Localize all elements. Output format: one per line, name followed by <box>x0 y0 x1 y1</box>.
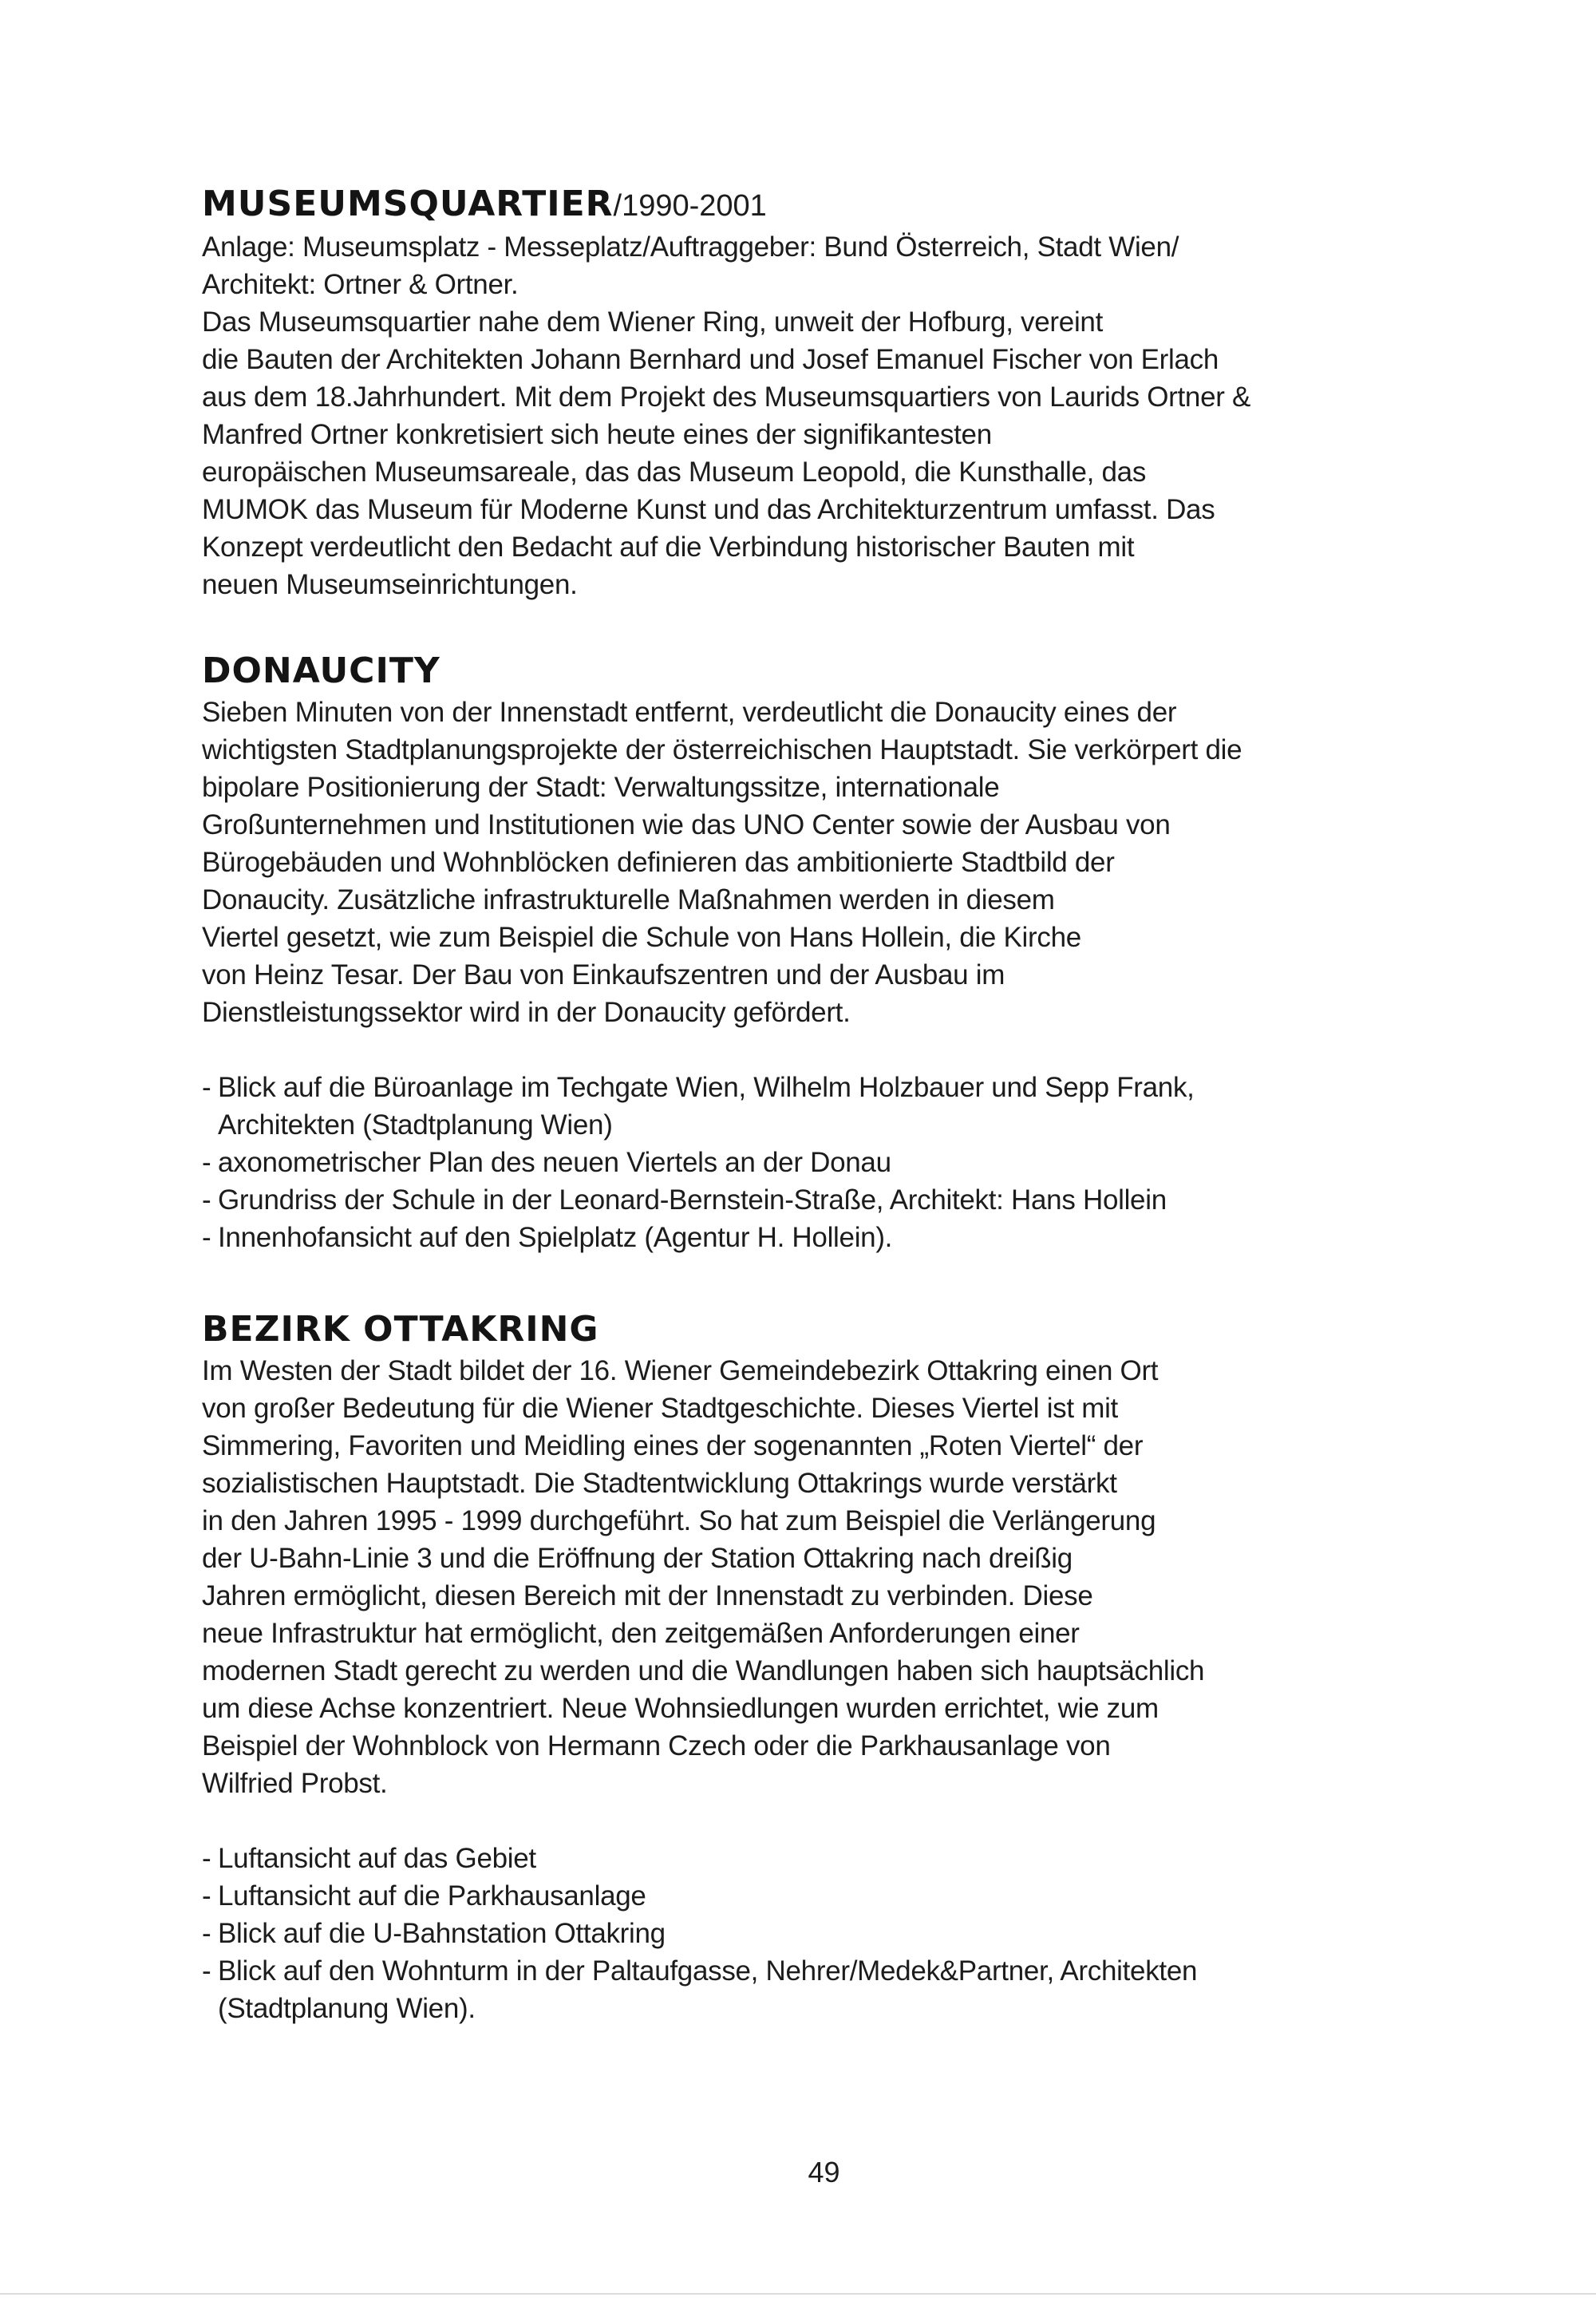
text-line: Jahren ermöglicht, diesen Bereich mit der Innenstadt zu verbinden. Diese <box>202 1580 1093 1611</box>
list-item <box>202 1877 1271 1915</box>
list-item <box>202 1069 1271 1144</box>
text-line: Dienstleistungssektor wird in der Donaucity gefördert. <box>202 997 851 1028</box>
text-line: Beispiel der Wohnblock von Hermann Czech oder die Parkhausanlage von <box>202 1730 1111 1761</box>
image-caption-list <box>202 1069 1271 1256</box>
text-line: von Heinz Tesar. Der Bau von Einkaufszentren und der Ausbau im <box>202 959 1005 990</box>
list-dash: - <box>202 1955 211 1987</box>
section-ottakring <box>202 1307 1271 2027</box>
list-item-text: axonometrischer Plan des neuen Viertels an der Donau <box>218 1147 891 1178</box>
list-item <box>202 1181 1271 1219</box>
text-line: Großunternehmen und Institutionen wie das UNO Center sowie der Ausbau von <box>202 809 1171 840</box>
text-line: neue Infrastruktur hat ermöglicht, den zeitgemäßen Anforderungen einer <box>202 1618 1080 1649</box>
section-heading-museumsquartier <box>202 182 1271 228</box>
list-item-text: Luftansicht auf die Parkhausanlage <box>218 1880 646 1912</box>
section-heading-donaucity: DONAUCITY <box>202 650 440 691</box>
list-item-continuation: (Stadtplanung Wien). <box>218 1993 476 2024</box>
text-line: neuen Museumseinrichtungen. <box>202 569 578 600</box>
image-caption-list <box>202 1840 1271 2027</box>
text-line: aus dem 18.Jahrhundert. Mit dem Projekt des Museumsquartiers von Laurids Ortner & <box>202 382 1251 413</box>
text-line: bipolare Positionierung der Stadt: Verwaltungssitze, internationale <box>202 772 1000 803</box>
text-line: Konzept verdeutlicht den Bedacht auf die Verbindung historischer Bauten mit <box>202 532 1135 563</box>
list-dash: - <box>202 1072 211 1103</box>
text-line: Architekt: Ortner & Ortner. <box>202 269 519 300</box>
list-dash: - <box>202 1222 211 1253</box>
list-dash: - <box>202 1918 211 1949</box>
text-line: um diese Achse konzentriert. Neue Wohnsiedlungen wurden errichtet, wie zum <box>202 1693 1159 1724</box>
text-line: die Bauten der Architekten Johann Bernhard und Josef Emanuel Fischer von Erlach <box>202 344 1219 375</box>
text-line: Simmering, Favoriten und Meidling eines der sogenannten „Roten Viertel“ der <box>202 1430 1144 1461</box>
text-line: Donaucity. Zusätzliche infrastrukturelle Maßnahmen werden in diesem <box>202 884 1055 915</box>
text-line: Im Westen der Stadt bildet der 16. Wiener Gemeindebezirk Ottakring einen Ort <box>202 1355 1159 1386</box>
list-item <box>202 1952 1271 2027</box>
list-item <box>202 1144 1271 1181</box>
text-line: der U-Bahn-Linie 3 und die Eröffnung der Station Ottakring nach dreißig <box>202 1543 1073 1574</box>
text-line: Sieben Minuten von der Innenstadt entfernt, verdeutlicht die Donaucity eines der <box>202 697 1177 728</box>
list-item-text: Luftansicht auf das Gebiet <box>218 1843 536 1874</box>
text-line: Bürogebäuden und Wohnblöcken definieren das ambitionierte Stadtbild der <box>202 847 1115 878</box>
list-dash: - <box>202 1843 211 1874</box>
text-line: sozialistischen Hauptstadt. Die Stadtentwicklung Ottakrings wurde verstärkt <box>202 1468 1117 1499</box>
list-dash: - <box>202 1184 211 1216</box>
text-line: Das Museumsquartier nahe dem Wiener Ring, unweit der Hofburg, vereint <box>202 306 1104 338</box>
text-line: von großer Bedeutung für die Wiener Stadtgeschichte. Dieses Viertel ist mit <box>202 1393 1118 1424</box>
text-line: MUMOK das Museum für Moderne Kunst und das Architekturzentrum umfasst. Das <box>202 494 1215 525</box>
text-line: Manfred Ortner konkretisiert sich heute eines der signifikantesten <box>202 419 992 450</box>
heading-title: MUSEUMSQUARTIER <box>202 184 614 224</box>
text-line: in den Jahren 1995 - 1999 durchgeführt. So hat zum Beispiel die Verlängerung <box>202 1505 1156 1536</box>
list-item-text: Grundriss der Schule in der Leonard-Bernstein-Straße, Architekt: Hans Hollein <box>218 1184 1167 1216</box>
heading-years: /1990-2001 <box>613 189 767 223</box>
text-line: Anlage: Museumsplatz - Messeplatz/Auftraggeber: Bund Österreich, Stadt Wien/ <box>202 231 1179 263</box>
text-line: Wilfried Probst. <box>202 1768 388 1799</box>
page-number: 49 <box>808 2156 840 2188</box>
text-line: wichtigsten Stadtplanungsprojekte der österreichischen Hauptstadt. Sie verkörpert die <box>202 734 1242 765</box>
list-dash: - <box>202 1147 211 1178</box>
text-line: europäischen Museumsareale, das das Museum Leopold, die Kunsthalle, das <box>202 457 1147 488</box>
section-heading-ottakring: BEZIRK OTTAKRING <box>202 1309 599 1350</box>
list-dash: - <box>202 1880 211 1912</box>
list-item <box>202 1915 1271 1952</box>
scan-edge-line <box>0 2293 1596 2295</box>
list-item-text: Blick auf den Wohnturm in der Paltaufgasse, Nehrer/Medek&Partner, Architekten <box>218 1955 1198 1987</box>
list-item-text: Blick auf die U-Bahnstation Ottakring <box>218 1918 666 1949</box>
list-item-continuation: Architekten (Stadtplanung Wien) <box>218 1109 613 1141</box>
section-donaucity <box>202 649 1271 1256</box>
list-item <box>202 1840 1271 1877</box>
text-line: Viertel gesetzt, wie zum Beispiel die Schule von Hans Hollein, die Kirche <box>202 922 1081 953</box>
list-item-text: Innenhofansicht auf den Spielplatz (Agentur H. Hollein). <box>218 1222 893 1253</box>
list-item-text: Blick auf die Büroanlage im Techgate Wien, Wilhelm Holzbauer und Sepp Frank, <box>218 1072 1195 1103</box>
section-museumsquartier <box>202 182 1271 603</box>
text-line: modernen Stadt gerecht zu werden und die Wandlungen haben sich hauptsächlich <box>202 1655 1205 1686</box>
list-item <box>202 1219 1271 1256</box>
